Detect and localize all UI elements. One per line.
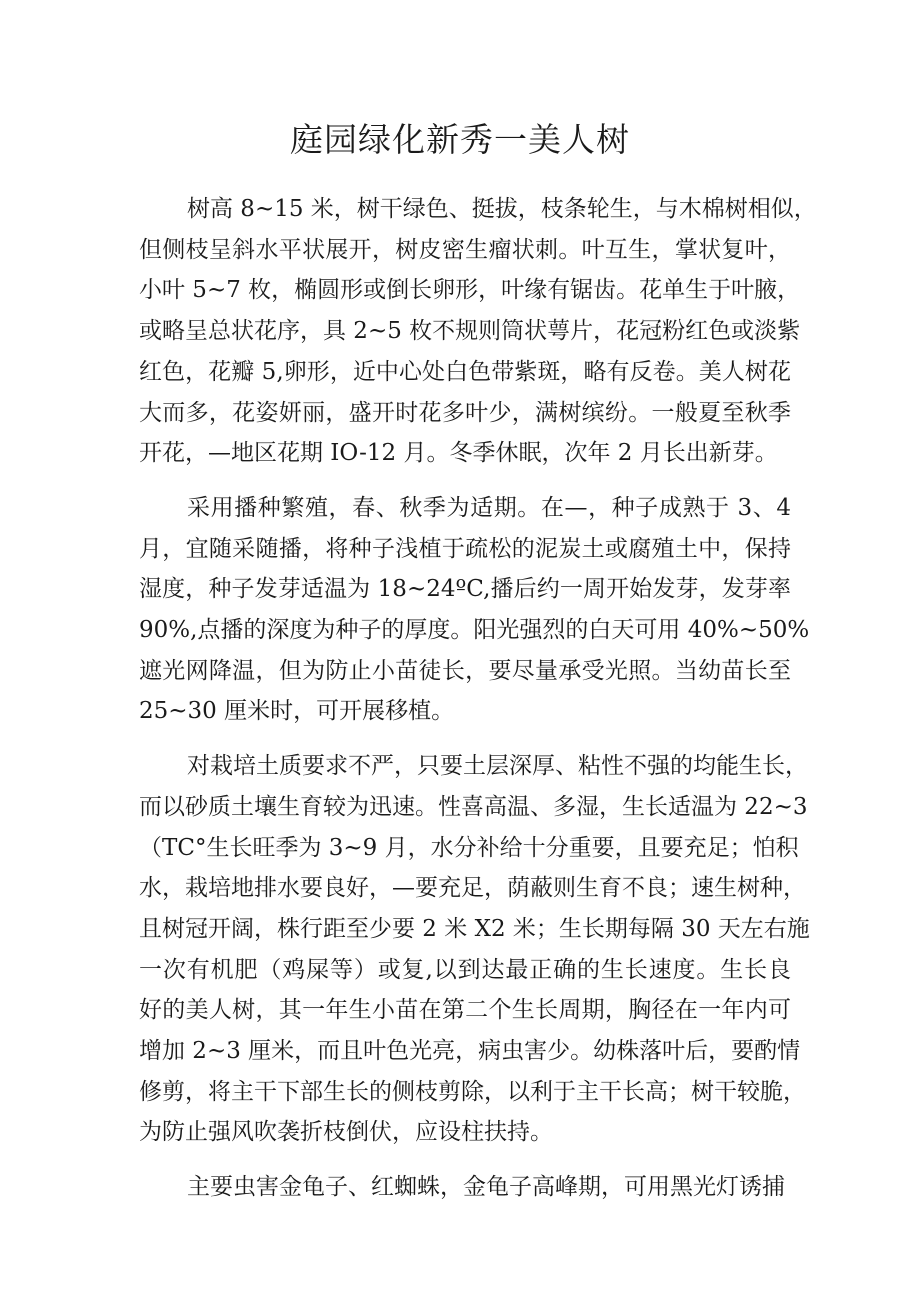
paragraph-line: 树高 8~15 米，树干绿色、挺拔，枝条轮生，与木棉树相似， (187, 196, 817, 222)
paragraph-line: 湿度，种子发芽适温为 18~24ºC,播后约一周开始发芽，发芽率 (139, 576, 791, 603)
paragraph-2 (139, 488, 810, 732)
paragraph-line: 25~30 厘米时，可开展移植。 (139, 698, 455, 725)
paragraph-line: 增加 2~3 厘米，而且叶色光亮，病虫害少。幼株落叶后，要酌情 (139, 1038, 801, 1065)
paragraph-line: 且树冠开阔，株行距至少要 2 米 X2 米；生长期每隔 30 天左右施 (139, 915, 810, 942)
paragraph-line: 开花，—地区花期 IO-12 月。冬季休眠，次年 2 月长出新芽。 (139, 440, 778, 467)
document-title: 庭园绿化新秀一美人树 (290, 120, 630, 159)
paragraph-line: 红色，花瓣 5,卵形，近中心处白色带紫斑，略有反卷。美人树花 (139, 358, 791, 385)
paragraph-line: 水，栽培地排水要良好，—要充足，荫蔽则生育不良；速生树种， (139, 875, 806, 902)
paragraph-line: 大而多，花姿妍丽，盛开时花多叶少，满树缤纷。一般夏至秋季 (139, 399, 791, 426)
paragraph-line: 好的美人树，其一年生小苗在第二个生长周期，胸径在一年内可 (139, 997, 791, 1024)
paragraph-line: （TC°生长旺季为 3~9 月，水分补给十分重要，且要充足；怕积 (139, 834, 799, 861)
document-body (139, 189, 817, 1222)
paragraph-line: 小叶 5~7 枚，椭圆形或倒长卵形，叶缘有锯齿。花单生于叶腋， (139, 277, 801, 304)
paragraph-line: 月，宜随采随播，将种子浅植于疏松的泥炭土或腐殖土中，保持 (139, 535, 791, 562)
paragraph-line: 遮光网降温，但为防止小苗徒长，要尽量承受光照。当幼苗长至 (139, 657, 791, 684)
paragraph-4 (139, 1167, 791, 1208)
paragraph-line: 修剪，将主干下部生长的侧枝剪除，以利于主干长高；树干较脆， (139, 1078, 806, 1105)
paragraph-1 (139, 189, 817, 474)
paragraph-line: 为防止强风吹袭折枝倒伏，应设柱扶持。 (139, 1119, 553, 1146)
paragraph-line: 采用播种繁殖，春、秋季为适期。在—，种子成熟于 3、4 (187, 494, 791, 521)
paragraph-line: 但侧枝呈斜水平状展开，树皮密生瘤状刺。叶互生，掌状复叶， (139, 236, 791, 263)
paragraph-3 (139, 746, 810, 1153)
paragraph-line: 而以砂质土壤生育较为迅速。性喜高温、多湿，生长适温为 22~3 (139, 793, 808, 820)
paragraph-line: 一次有机肥（鸡屎等）或复,以到达最正确的生长速度。生长良 (139, 956, 791, 983)
paragraph-line: 或略呈总状花序，具 2~5 枚不规则筒状萼片，花冠粉红色或淡紫 (139, 318, 801, 345)
paragraph-line: 对栽培土质要求不严，只要土层深厚、粘性不强的均能生长， (187, 753, 808, 780)
paragraph-line: 主要虫害金龟子、红蜘蛛，金龟子高峰期，可用黑光灯诱捕 (187, 1174, 785, 1201)
paragraph-line: 90%,点播的深度为种子的厚度。阳光强烈的白天可用 40%~50% (139, 617, 810, 644)
